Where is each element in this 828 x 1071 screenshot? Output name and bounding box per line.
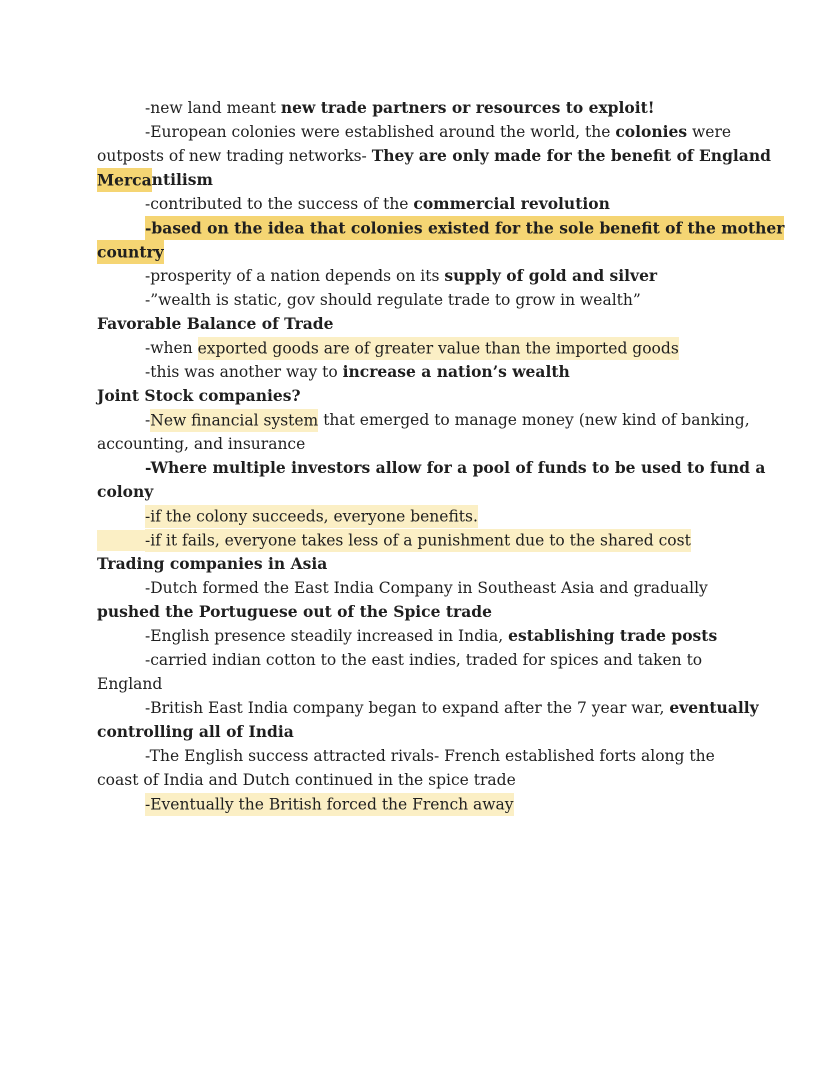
text-run: outposts of new trading networks-	[97, 147, 372, 165]
text-run: -The English success attracted rivals- French established forts along the	[145, 747, 715, 765]
text-run: commercial revolution	[413, 194, 610, 213]
text-line	[97, 336, 748, 360]
text-run: -new land meant	[145, 99, 281, 117]
highlighted-text-run: Merca	[97, 168, 152, 192]
text-run: coast of India and Dutch continued in the spice trade	[97, 771, 516, 789]
text-run: -	[145, 411, 151, 429]
text-run: Joint Stock companies?	[97, 386, 301, 405]
indent-tab	[97, 698, 145, 719]
text-line	[97, 288, 748, 312]
text-run: -Where multiple investors allow for a pool of funds to be used to fund a	[145, 458, 766, 477]
text-line	[97, 96, 748, 120]
text-line	[97, 168, 748, 192]
indent-tab	[97, 506, 145, 527]
highlighted-text-run: -if it fails, everyone takes less of a punishment due to the shared cost	[145, 529, 691, 552]
text-line	[97, 456, 766, 480]
text-run: Favorable Balance of Trade	[97, 314, 334, 333]
text-line	[97, 312, 748, 336]
text-run: -contributed to the success of the	[145, 195, 414, 213]
document-body	[97, 96, 785, 816]
text-run: that emerged to manage money (new kind of banking,	[318, 411, 750, 429]
text-line	[97, 744, 748, 768]
text-run: controlling all of India	[97, 722, 294, 741]
indent-tab	[97, 218, 145, 239]
text-run: -when	[145, 339, 198, 357]
indent-tab	[97, 578, 145, 599]
text-line	[97, 600, 748, 624]
highlighted-text-run: New financial system	[150, 409, 318, 432]
text-line	[97, 792, 748, 816]
highlighted-text-run: -if the colony succeeds, everyone benefits.	[145, 505, 478, 528]
text-line	[97, 216, 785, 240]
highlighted-text-run: -Eventually the British forced the French away	[145, 793, 514, 816]
text-line	[97, 504, 748, 528]
text-line	[97, 120, 748, 144]
indent-tab	[97, 194, 145, 215]
text-run: ntilism	[151, 170, 213, 189]
text-line	[97, 696, 759, 720]
indent-tab	[97, 266, 145, 287]
text-line	[97, 720, 748, 744]
indent-tab	[97, 530, 145, 551]
text-line	[97, 144, 771, 168]
indent-tab	[97, 410, 145, 431]
text-run: -”wealth is static, gov should regulate trade to grow in wealth”	[145, 291, 641, 309]
text-line	[97, 624, 748, 648]
indent-tab	[97, 650, 145, 671]
highlighted-text-run: country	[97, 240, 164, 264]
indent-tab	[97, 746, 145, 767]
text-run: colony	[97, 482, 154, 501]
text-run: increase a nation’s wealth	[342, 362, 570, 381]
indent-tab	[97, 794, 145, 815]
indent-tab	[97, 290, 145, 311]
text-line	[97, 360, 748, 384]
text-run: eventually	[669, 698, 759, 717]
text-run: were	[687, 123, 732, 141]
text-line	[97, 480, 748, 504]
text-line	[97, 384, 748, 408]
text-run: -Dutch formed the East India Company in Southeast Asia and gradually	[145, 579, 708, 597]
indent-tab	[97, 362, 145, 383]
text-line	[97, 264, 748, 288]
text-run: -English presence steadily increased in India,	[145, 627, 509, 645]
text-run: pushed the Portuguese out of the Spice trade	[97, 602, 492, 621]
text-run: They are only made for the benefit of England	[371, 146, 771, 165]
text-run: England	[97, 675, 163, 693]
text-run: -prosperity of a nation depends on its	[145, 267, 445, 285]
text-line	[97, 648, 748, 672]
text-line	[97, 528, 748, 552]
indent-tab	[97, 338, 145, 359]
highlighted-text-run: exported goods are of greater value than the imported goods	[198, 337, 679, 360]
text-run: accounting, and insurance	[97, 435, 306, 453]
text-run: -this was another way to	[145, 363, 343, 381]
text-run: Trading companies in Asia	[97, 554, 328, 573]
indent-tab	[97, 458, 145, 479]
text-line	[97, 408, 748, 432]
text-run: new trade partners or resources to exploit!	[280, 98, 655, 117]
highlighted-text-run: -based on the idea that colonies existed for the sole benefit of the mother	[145, 216, 784, 240]
indent-tab	[97, 98, 145, 119]
indent-tab	[97, 626, 145, 647]
text-run: establishing trade posts	[508, 626, 718, 645]
text-run: -carried indian cotton to the east indies, traded for spices and taken to	[145, 651, 703, 669]
text-line	[97, 768, 748, 792]
text-line	[97, 192, 748, 216]
indent-tab	[97, 122, 145, 143]
text-run: -European colonies were established around the world, the	[145, 123, 616, 141]
text-line	[97, 552, 748, 576]
text-line	[97, 672, 748, 696]
text-run: colonies	[615, 122, 688, 141]
text-line	[97, 240, 748, 264]
text-run: -British East India company began to expand after the 7 year war,	[145, 699, 670, 717]
text-run: supply of gold and silver	[444, 266, 658, 285]
text-line	[97, 576, 748, 600]
text-line	[97, 432, 748, 456]
